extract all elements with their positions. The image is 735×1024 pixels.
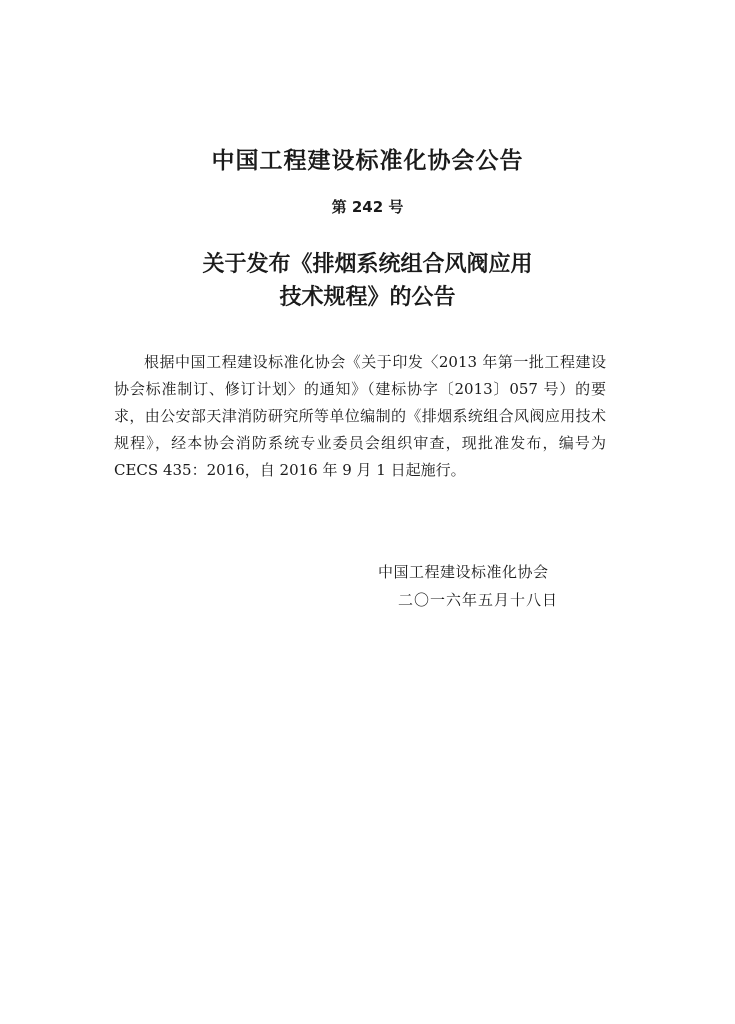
signature-block — [378, 558, 598, 614]
notice-number: 第 242 号 — [331, 198, 404, 216]
announcement-subject — [0, 248, 735, 314]
announcement-body: 根据中国工程建设标准化协会《关于印发〈2013 年第一批工程建设协会标准制订、修订计划〉的通知》（建标协字〔2013〕057 号）的要求，由公安部天津消防研究所等单位编制的《排烟系统组合风阀应用技术规程》，经本协会消防系统专业委员会组织审查，现批准发布，编号为 CECS 435：2016，自 2016 年 9 月 1 日起施行。 — [114, 353, 606, 479]
announcement-title: 中国工程建设标准化协会公告 — [211, 148, 524, 174]
subject-line-1: 关于发布《排烟系统组合风阀应用 — [202, 251, 533, 277]
subject-line-2: 技术规程》的公告 — [279, 284, 456, 310]
signature-organization: 中国工程建设标准化协会 — [378, 563, 549, 581]
signature-date: 二〇一六年五月十八日 — [398, 591, 559, 609]
